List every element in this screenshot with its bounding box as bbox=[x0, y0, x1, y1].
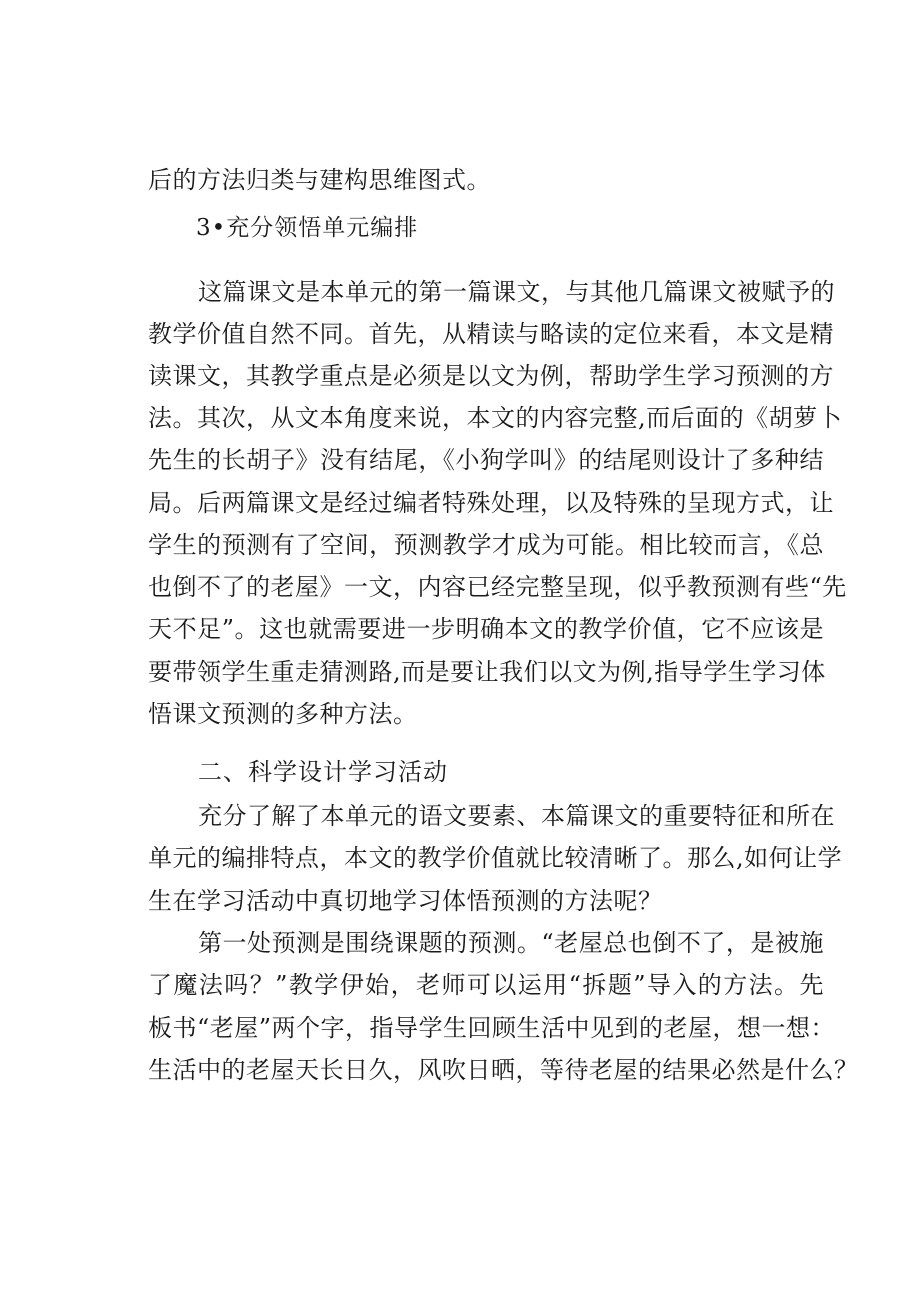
paragraph-line: 读课文，其教学重点是必须是以文为例，帮助学生学习预测的方 bbox=[148, 362, 834, 390]
paragraph-line: 学生的预测有了空间，预测教学才成为可能。相比较而言，《总 bbox=[148, 531, 824, 559]
paragraph-line: 教学价值自然不同。首先，从精读与略读的定位来看，本文是精 bbox=[148, 320, 834, 348]
paragraph-line: 这篇课文是本单元的第一篇课文，与其他几篇课文被赋予的 bbox=[198, 278, 835, 306]
paragraph-line: 后的方法归类与建构思维图式。 bbox=[148, 166, 491, 194]
paragraph-line: 板书“老屋”两个字，指导学生回顾生活中见到的老屋，想一想： bbox=[148, 1014, 836, 1042]
paragraph-line: 生在学习活动中真切地学习体悟预测的方法呢？ bbox=[148, 887, 663, 915]
paragraph-line: 充分了解了本单元的语文要素、本篇课文的重要特征和所在 bbox=[198, 802, 835, 830]
paragraph-line: 单元的编排特点，本文的教学价值就比较清晰了。那么,如何让学 bbox=[148, 844, 843, 872]
subheading-3: 3•充分领悟单元编排 bbox=[196, 215, 419, 241]
paragraph-line: 要带领学生重走猜测路,而是要让我们以文为例,指导学生学习体 bbox=[148, 658, 826, 686]
paragraph-line: 天不足”。这也就需要进一步明确本文的教学价值，它不应该是 bbox=[148, 615, 824, 643]
paragraph-line: 法。其次，从文本角度来说，本文的内容完整,而后面的《胡萝卜 bbox=[148, 404, 843, 432]
paragraph-line: 生活中的老屋天长日久，风吹日晒，等待老屋的结果必然是什么？ bbox=[148, 1056, 859, 1084]
paragraph-line: 了魔法吗？”教学伊始，老师可以运用“拆题”导入的方法。先 bbox=[148, 971, 824, 999]
paragraph-line: 局。后两篇课文是经过编者特殊处理，以及特殊的呈现方式，让 bbox=[148, 489, 834, 517]
paragraph-line: 先生的长胡子》没有结尾，《小狗学叫》的结尾则设计了多种结 bbox=[148, 446, 824, 474]
paragraph-line: 也倒不了的老屋》一文，内容已经完整呈现，似乎教预测有些“先 bbox=[148, 573, 847, 601]
paragraph-line: 第一处预测是围绕课题的预测。“老屋总也倒不了，是被施 bbox=[198, 929, 824, 957]
section-heading: 二、科学设计学习活动 bbox=[198, 758, 448, 786]
paragraph-line: 悟课文预测的多种方法。 bbox=[148, 700, 418, 728]
